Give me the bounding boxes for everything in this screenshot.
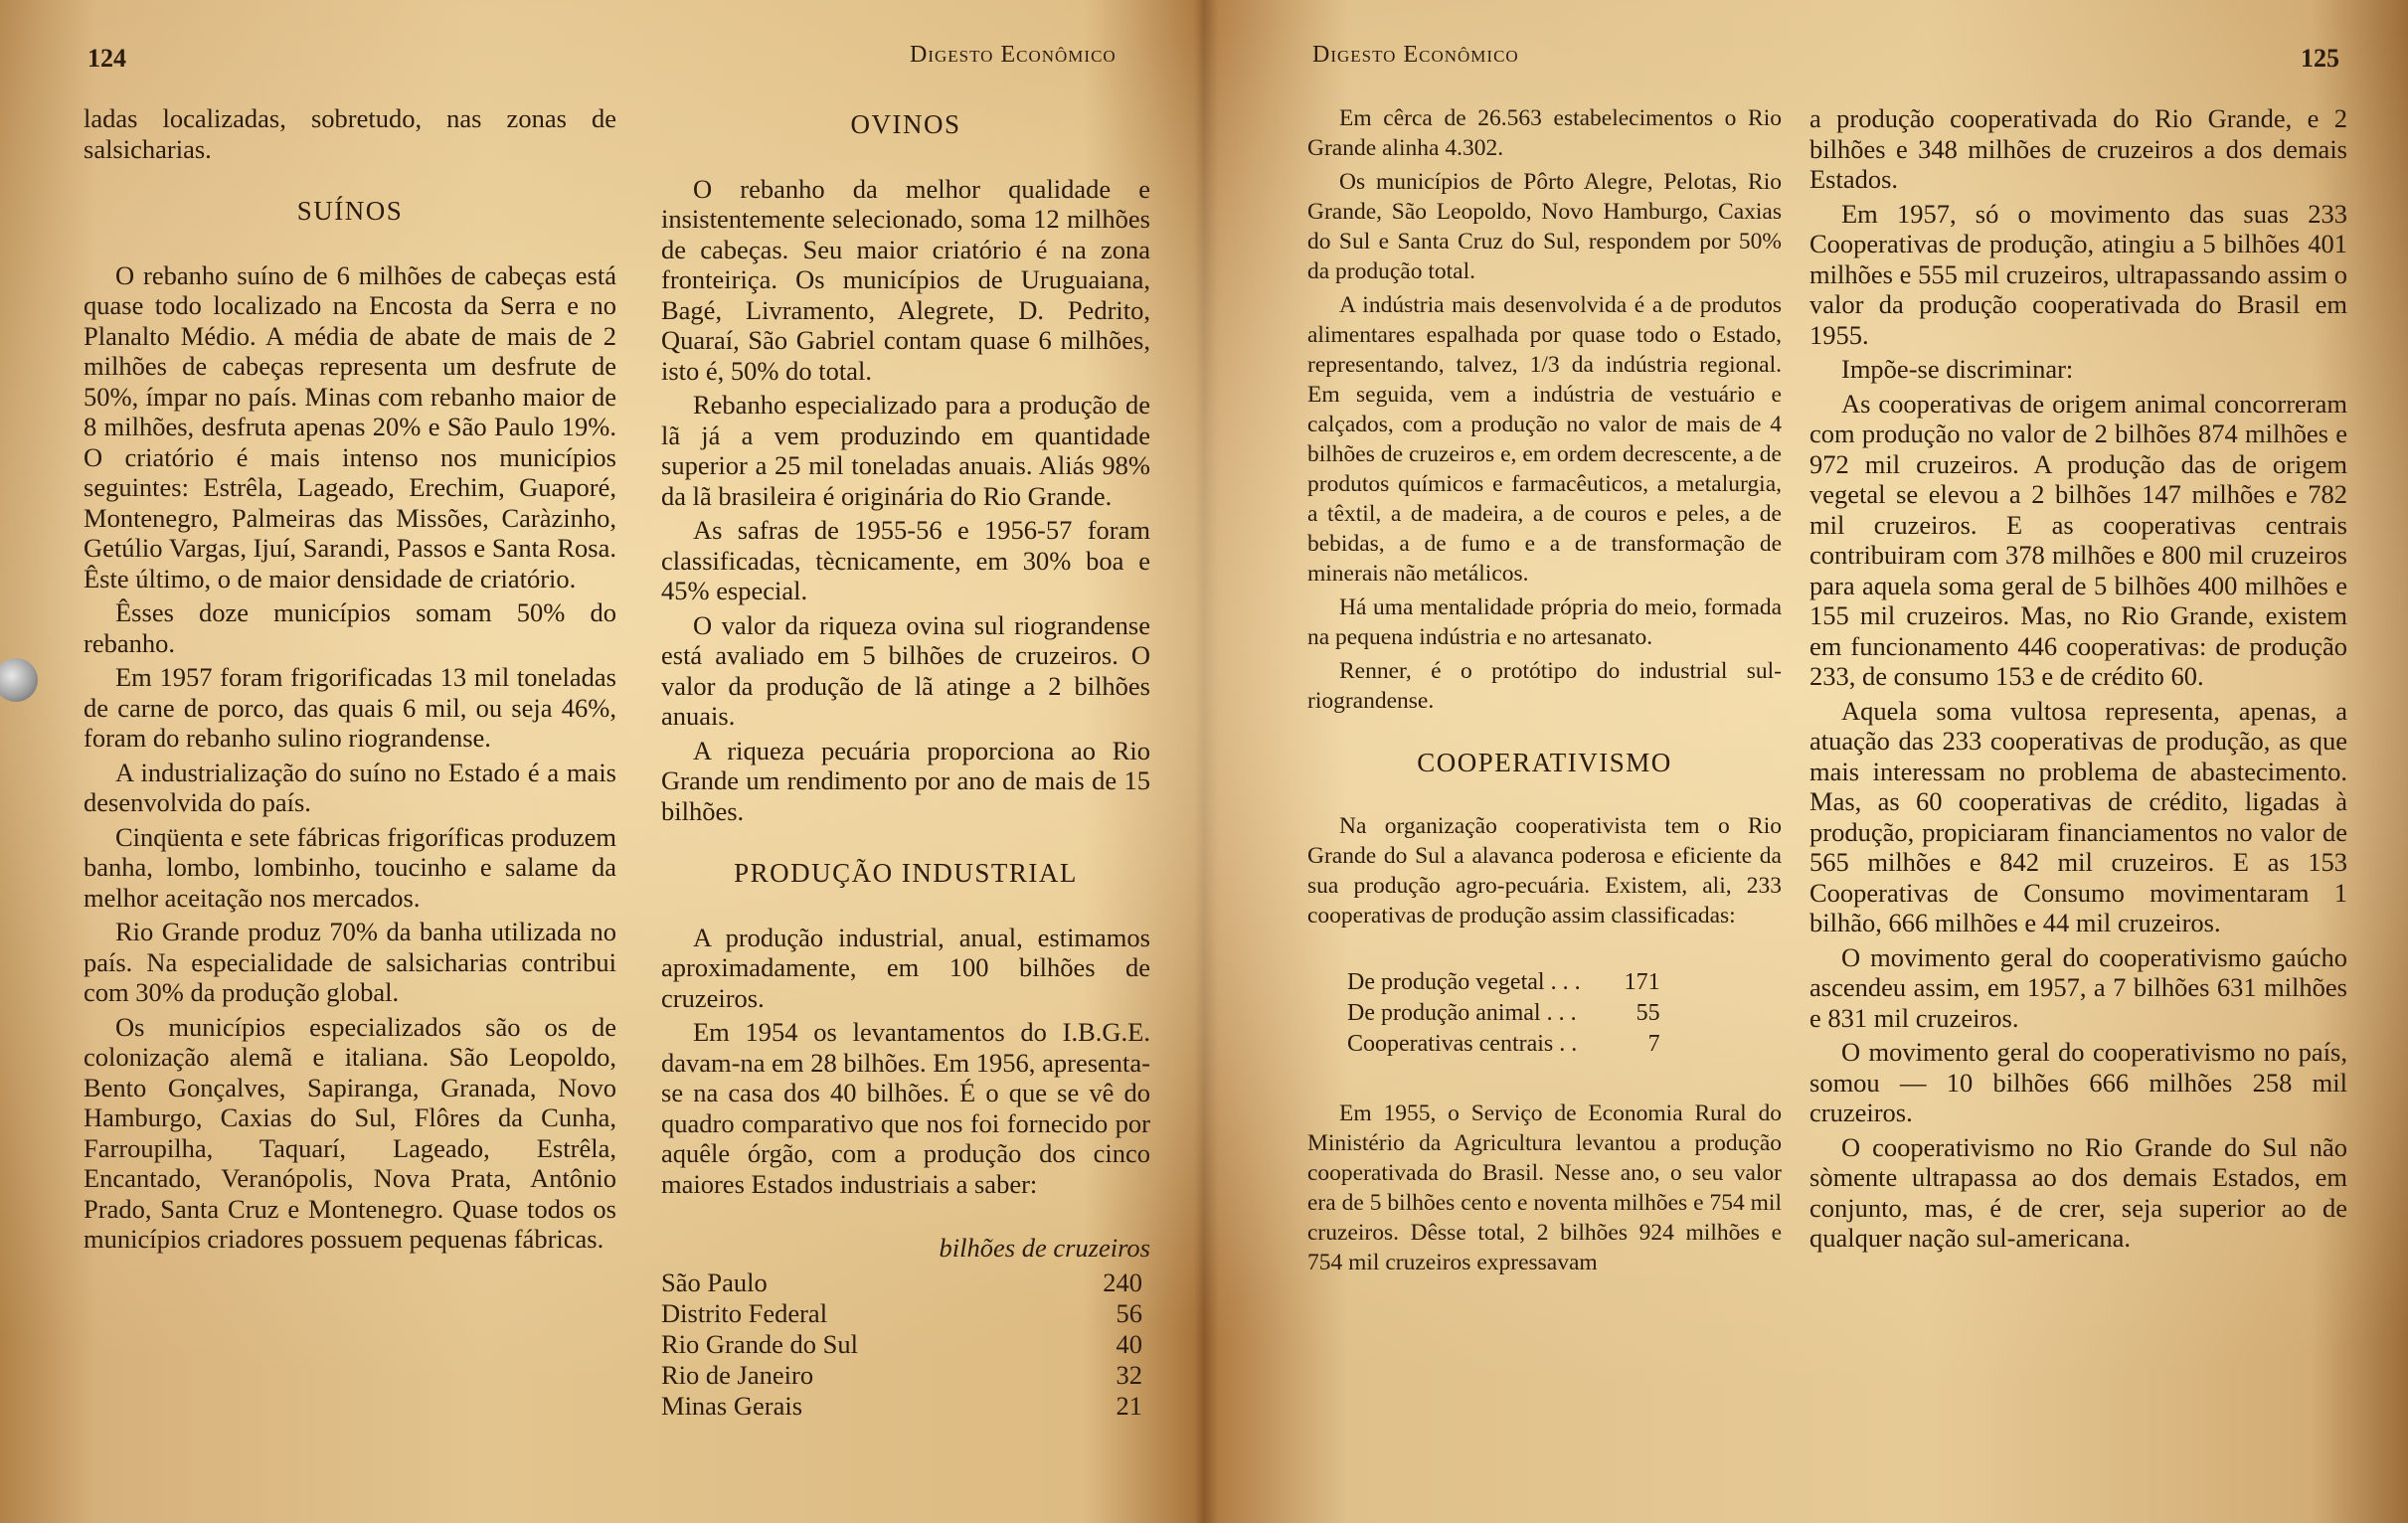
coop-value: 7 <box>1647 1030 1660 1057</box>
paragraph: O cooperativismo no Rio Grande do Sul não sòmente ultrapassa ao dos demais Estados, em conjunto, mas, é de crer, seja superior ao de qualquer nação sul-americana. <box>1809 1131 2347 1253</box>
paragraph: Em cêrca de 26.563 estabelecimentos o Rio Grande alinha 4.302. <box>1307 105 1782 161</box>
section-heading-suinos: SUÍNOS <box>296 196 404 226</box>
table-row <box>1347 997 1678 1028</box>
paragraph: A produção industrial, anual, estimamos aproximadamente, em 100 bilhões de cruzeiros. <box>661 922 1150 1013</box>
paragraph: Na organização cooperativista tem o Rio Grande do Sul a alavanca poderosa e eficiente da sua produção agro-pecuária. Existem, ali, 233 cooperativas de produção assim classificadas: <box>1307 813 1782 929</box>
paragraph: Cinqüenta e sete fábricas frigoríficas produzem banha, lombo, lombinho, toucinho e salame da melhor aceitação nos mercados. <box>84 821 616 913</box>
paragraph: A industrialização do suíno no Estado é a mais desenvolvida do país. <box>84 757 616 817</box>
page-number: 124 <box>87 44 126 73</box>
coop-label: De produção animal . . . <box>1347 999 1577 1026</box>
table-row <box>661 1329 1150 1360</box>
right-column-2 <box>1809 103 2347 1258</box>
coop-value: 171 <box>1624 968 1660 995</box>
paragraph: Os municípios especializados são os de colonização alemã e italiana. São Leopoldo, Bento Gonçalves, Sapiranga, Granada, Novo Hamburgo, Caxias do Sul, Flôres da Cunha, Farroupilha, Taquarí, Lageado, Estrêla, Encantado, Veranópolis, Nova Prata, Antônio Prado, Santa Cruz e Montenegro. Quase todos os municípios criadores possuem pequenas fábricas. <box>84 1011 616 1254</box>
paragraph: Há uma mentalidade própria do meio, formada na pequena indústria e no artesanato. <box>1307 594 1782 650</box>
table-row <box>661 1298 1150 1329</box>
state-name: Rio Grande do Sul <box>661 1329 858 1359</box>
paragraph: A indústria mais desenvolvida é a de produtos alimentares espalhada por quase todo o Estado, representando, talvez, 1/3 da indústria regional. Em seguida, vem a indústria de vestuário e calçados, com a produção no valor de mais de 4 bilhões de cruzeiros e, em ordem decrescente, a de produtos químicos e farmacêuticos, a metalurgia, a têxtil, a de madeira, a de couros e peles, a de bebidas, a de fumo e a de transformação de minerais não metálicos. <box>1307 292 1782 587</box>
paragraph: Rebanho especializado para a produção de lã já a vem produzindo em quantidade superior a 25 mil toneladas anuais. Aliás 98% da lã brasileira é originária do Rio Grande. <box>661 390 1150 511</box>
coop-value: 55 <box>1635 999 1660 1026</box>
paragraph: Aquela soma vultosa representa, apenas, a atuação das 233 cooperativas de produção, as que mais interessam no problema de abastecimento. Mas, as 60 cooperativas de crédito, ligadas à produção, propiciaram financiamentos no valor de 565 milhões e 842 mil cruzeiros. E as 153 Cooperativas de Consumo movimentaram 1 bilhão, 666 milhões e 44 mil cruzeiros. <box>1809 695 2347 937</box>
paragraph: O rebanho da melhor qualidade e insistentemente selecionado, soma 12 milhões de cabeças. Seu maior criatório é na zona fronteiriça. Os municípios de Uruguaiana, Bagé, Livramento, Alegrete, D. Pedrito, Quaraí, São Gabriel contam quase 6 milhões, isto é, 50% do total. <box>661 173 1150 386</box>
paragraph: Rio Grande produz 70% da banha utilizada no país. Na especialidade de salsicharias contribui com 30% da produção global. <box>84 917 616 1007</box>
state-name: Minas Gerais <box>661 1391 803 1421</box>
table-row <box>661 1360 1150 1391</box>
state-name: Distrito Federal <box>661 1298 828 1328</box>
state-value: 40 <box>1116 1329 1142 1359</box>
paragraph: As safras de 1955-56 e 1956-57 foram classificadas, tècnicamente, em 30% boa e 45% especial. <box>661 515 1150 605</box>
section-heading-producao-industrial: PRODUÇÃO INDUSTRIAL <box>734 858 1078 888</box>
state-value: 240 <box>1103 1268 1142 1297</box>
paragraph: Os municípios de Pôrto Alegre, Pelotas, Rio Grande, São Leopoldo, Novo Hamburgo, Caxias do Sul e Santa Cruz do Sul, respondem por 50% da produção total. <box>1307 169 1782 284</box>
paragraph: Em 1954 os levantamentos do I.B.G.E. davam-na em 28 bilhões. Em 1956, apresenta-se na casa dos 40 bilhões. É o que se vê do quadro comparativo que nos foi fornecido por aquêle órgão, com a produção dos cinco maiores Estados industriais a saber: <box>661 1017 1150 1199</box>
running-header: Digesto Econômico <box>910 42 1117 68</box>
left-page <box>0 0 1198 1523</box>
state-name: São Paulo <box>661 1268 768 1297</box>
state-value: 32 <box>1116 1360 1142 1390</box>
state-name: Rio de Janeiro <box>661 1360 814 1390</box>
coop-label: De produção vegetal . . . <box>1347 968 1581 995</box>
paragraph: Êsses doze municípios somam 50% do rebanho. <box>84 597 616 658</box>
table-row <box>1347 1028 1678 1059</box>
intro-text: ladas localizadas, sobretudo, nas zonas de salsicharias. <box>84 103 616 164</box>
industrial-production-table <box>661 1268 1150 1422</box>
left-column-2 <box>661 103 1150 1422</box>
state-value: 56 <box>1116 1298 1142 1328</box>
section-heading-ovinos: OVINOS <box>850 109 961 139</box>
right-column-1 <box>1307 103 1782 1281</box>
left-column-1 <box>84 103 616 1259</box>
paragraph: O valor da riqueza ovina sul riograndense está avaliado em 5 bilhões de cruzeiros. O valor da produção de lã atinge a 2 bilhões anuais. <box>661 609 1150 731</box>
state-value: 21 <box>1116 1391 1142 1421</box>
table-unit-label: bilhões de cruzeiros <box>939 1233 1150 1263</box>
right-page <box>1203 0 2408 1523</box>
table-row <box>1347 966 1678 997</box>
paragraph: A riqueza pecuária proporciona ao Rio Grande um rendimento por ano de mais de 15 bilhões. <box>661 735 1150 826</box>
paragraph: Em 1957, só o movimento das suas 233 Cooperativas de produção, atingiu a 5 bilhões 401 milhões e 555 mil cruzeiros, ultrapassando assim o valor da produção cooperativada do Brasil em 1955. <box>1809 198 2347 350</box>
paper-clip-icon <box>0 658 38 702</box>
paragraph: Renner, é o protótipo do industrial sul-riograndense. <box>1307 658 1782 714</box>
paragraph: a produção cooperativada do Rio Grande, e 2 bilhões e 348 milhões de cruzeiros a dos demais Estados. <box>1809 103 2347 194</box>
paragraph: Em 1955, o Serviço de Economia Rural do Ministério da Agricultura levantou a produção cooperativada do Brasil. Nesse ano, o seu valor era de 5 bilhões cento e noventa milhões e 754 mil cruzeiros. Dêsse total, 2 bilhões 924 milhões e 754 mil cruzeiros expressavam <box>1307 1100 1782 1275</box>
paragraph: Em 1957 foram frigorificadas 13 mil toneladas de carne de porco, das quais 6 mil, ou seja 46%, foram do rebanho sulino riograndense. <box>84 662 616 753</box>
running-header: Digesto Econômico <box>1312 42 1519 68</box>
paragraph: Impõe-se discriminar: <box>1841 354 2074 384</box>
page-number: 125 <box>2301 44 2339 73</box>
paragraph: O rebanho suíno de 6 milhões de cabeças está quase todo localizado na Encosta da Serra e no Planalto Médio. A média de abate de mais de 2 milhões de cabeças representa um desfrute de 50%, ímpar no país. Minas com rebanho maior de 8 milhões, desfruta apenas 20% e São Paulo 19%. O criatório é mais intenso nos municípios seguintes: Estrêla, Lageado, Erechim, Guaporé, Montenegro, Palmeiras das Missões, Caràzinho, Getúlio Vargas, Ijuí, Sarandi, Passos e Santa Rosa. Êste último, o de maior densidade de criatório. <box>84 259 616 593</box>
coop-label: Cooperativas centrais . . <box>1347 1030 1578 1057</box>
cooperatives-table <box>1347 966 1678 1059</box>
table-row <box>661 1268 1150 1298</box>
paragraph: O movimento geral do cooperativismo gaúcho ascendeu assim, em 1957, a 7 bilhões 631 milhões e 831 mil cruzeiros. <box>1809 941 2347 1033</box>
table-row <box>661 1391 1150 1422</box>
paragraph: As cooperativas de origem animal concorreram com produção no valor de 2 bilhões 874 milhões e 972 mil cruzeiros. A produção das de origem vegetal se elevou a 2 bilhões 147 milhões e 782 mil cruzeiros. E as cooperativas centrais contribuiram com 378 milhões e 800 mil cruzeiros para aquela soma geral de 5 bilhões 400 milhões e 155 mil cruzeiros. Mas, no Rio Grande, existem em funcionamento 446 cooperativas: de produção 233, de consumo 153 e de crédito 60. <box>1809 388 2347 691</box>
paragraph: O movimento geral do cooperativismo no país, somou — 10 bilhões 666 milhões 258 mil cruzeiros. <box>1809 1037 2347 1127</box>
section-heading-cooperativismo: COOPERATIVISMO <box>1417 748 1672 777</box>
